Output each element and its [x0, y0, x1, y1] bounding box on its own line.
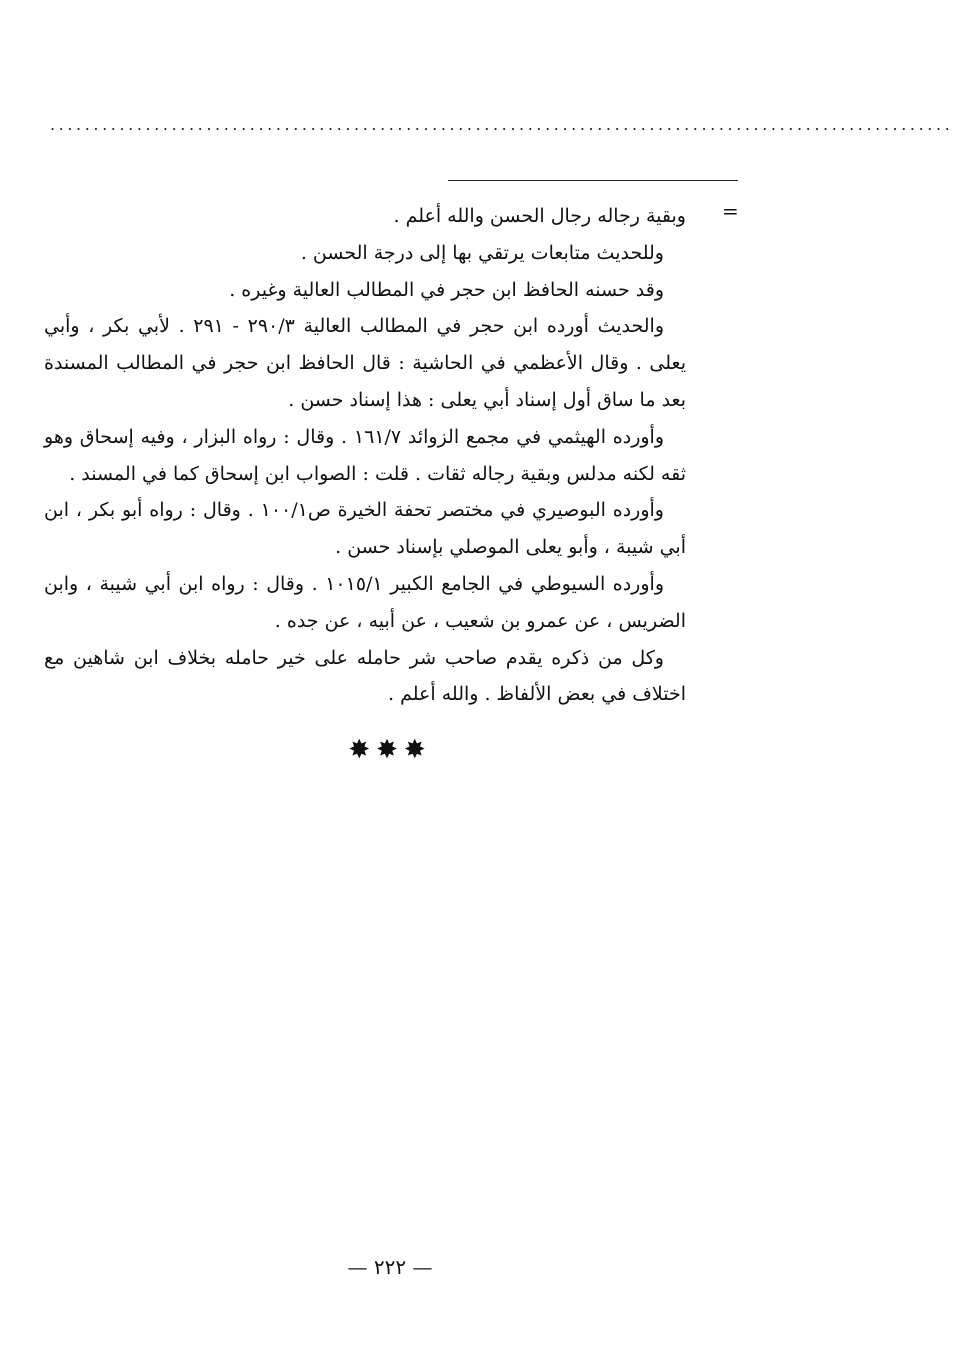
footnote-text — [44, 198, 686, 713]
paragraph: والحديث أورده ابن حجر في المطالب العالية ٢٩٠/٣ - ٢٩١ . لأبي بكر ، وأبي يعلى . وقال الأعظمي في الحاشية : قال الحافظ ابن حجر في المطالب المسندة بعد ما ساق أول إسناد أبي يعلى : هذا إسناد حسن . — [44, 315, 686, 411]
footnote-rule — [448, 180, 738, 181]
paragraph: وأورده السيوطي في الجامع الكبير ١٠١٥/١ . وقال : رواه ابن أبي شيبة ، وابن الضريس ، عن عمرو بن شعيب ، عن أبيه ، عن جده . — [44, 572, 686, 632]
paragraph: وبقية رجاله رجال الحسن والله أعلم . — [393, 205, 686, 227]
paragraph: وأورده البوصيري في مختصر تحفة الخيرة ص١٠٠/١ . وقال : رواه أبو بكر ، ابن أبي شيبة ، وأبو يعلى الموصلي بإسناد حسن . — [44, 499, 686, 559]
paragraph: وكل من ذكره يقدم صاحب شر حامله على خير حامله بخلاف ابن شاهين مع اختلاف في بعض الألفاظ . والله أعلم . — [44, 646, 686, 706]
page-number: — ٢٢٢ — — [347, 1255, 433, 1279]
dotted-separator: ........................................................................................................ — [50, 115, 953, 134]
paragraph: وأورده الهيثمي في مجمع الزوائد ١٦١/٧ . وقال : رواه البزار ، وفيه إسحاق وهو ثقه لكنه مدلس وبقية رجاله ثقات . قلت : الصواب ابن إسحاق كما في المسند . — [44, 425, 686, 485]
paragraph: وللحديث متابعات يرتقي بها إلى درجة الحسن . — [300, 241, 664, 264]
continuation-mark: = — [722, 199, 739, 223]
paragraph: وقد حسنه الحافظ ابن حجر في المطالب العالية وغيره . — [229, 278, 664, 301]
section-break-stars: ✸✸✸ — [348, 735, 432, 765]
